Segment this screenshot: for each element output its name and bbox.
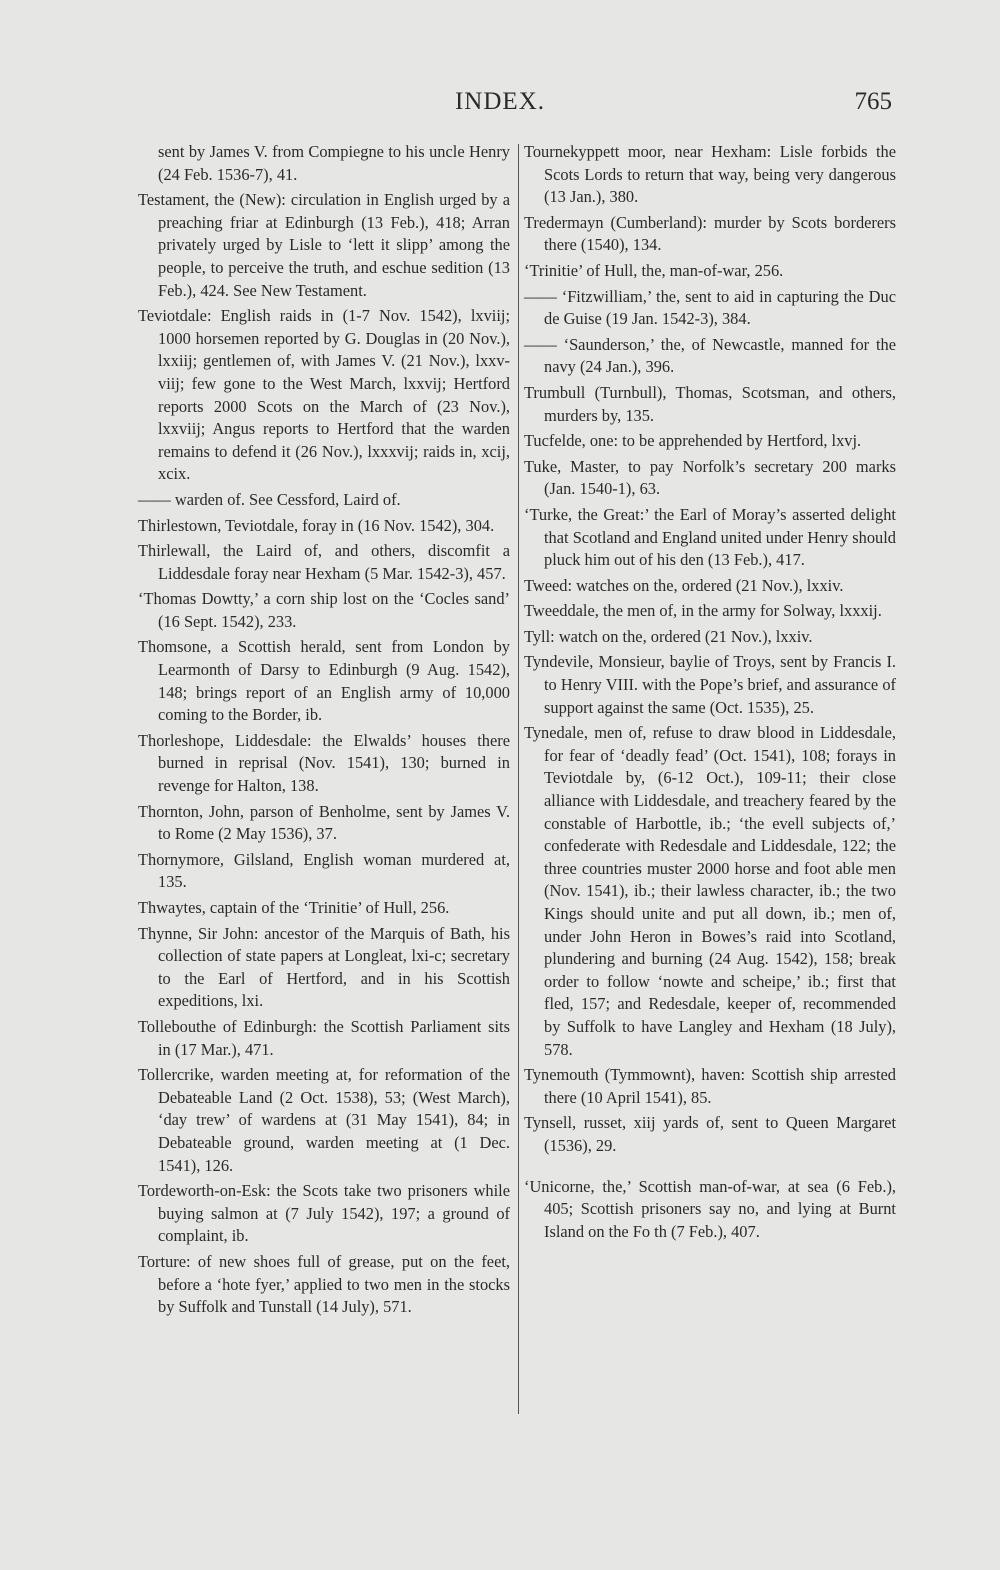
index-entry: Tournekyppett moor, near Hexham: Lisle forbids the Scots Lords to return that way, being very dangerous (13 Jan.), 380.: [524, 142, 896, 207]
page-title: INDEX.: [454, 88, 545, 115]
index-entry: Testament, the (New): circulation in English urged by a preaching friar at Edinburgh (13 Feb.), 418; Arran privately urged by Lisle to ‘lett it slipp’ among the people, to perceive the truth, and eschue sedition (13 Feb.), 424. See New Testament.: [138, 190, 510, 300]
index-entry: Thwaytes, captain of the ‘Trinitie’ of Hull, 256.: [138, 898, 450, 917]
index-entry: Tweeddale, the men of, in the army for Solway, lxxxij.: [524, 601, 882, 621]
index-entry: ‘Turke, the Great:’ the Earl of Moray’s asserted delight that Scotland and England united under Henry should pluck him out of his den (13 Feb.), 417.: [524, 504, 896, 570]
index-entry: Thomsone, a Scottish herald, sent from London by Learmonth of Darsy to Edinburgh (9 Aug. 1542), 148; brings report of an English army of 10,000 coming to the Border, ib.: [138, 637, 510, 725]
index-entry: Thornton, John, parson of Benholme, sent by James V. to Rome (2 May 1536), 37.: [138, 801, 510, 844]
index-entry: ‘Thomas Dowtty,’ a corn ship lost on the ‘Cocles sand’ (16 Sept. 1542), 233.: [138, 589, 510, 631]
index-entry: Tyndevile, Monsieur, baylie of Troys, sent by Francis I. to Henry VIII. with the Pope’s brief, and assurance of support against the same (Oct. 1535), 25.: [524, 652, 896, 717]
index-entry: ‘Unicorne, the,’ Scottish man-of-war, at sea (6 Feb.), 405; Scottish prisoners say no, and lying at Burnt Island on the Fo th (7 Feb.), 407.: [524, 1176, 896, 1241]
index-entry: Tordeworth-on-Esk: the Scots take two prisoners while buying salmon at (7 July 1542), 197; a ground of complaint, ib.: [138, 1181, 510, 1246]
index-entry: Torture: of new shoes full of grease, put on the feet, before a ‘hote fyer,’ applied to two men in the stocks by Suffolk and Tunstall (14 July), 571.: [138, 1251, 510, 1317]
index-entry: Tynsell, russet, xiij yards of, sent to Queen Margaret (1536), 29.: [524, 1113, 896, 1155]
index-entry: Tweed: watches on the, ordered (21 Nov.), lxxiv.: [524, 575, 844, 595]
index-entry: Tollercrike, warden meeting at, for reformation of the Debateable Land (2 Oct. 1538), 53; (West March), ‘day trew’ of wardens at (31 May 1541), 84; in Debateable ground, warden meeting at (1 Dec. 1541), 126.: [138, 1065, 510, 1175]
page-number: 765: [854, 88, 892, 115]
index-entry: Tuke, Master, to pay Norfolk’s secretary 200 marks (Jan. 1540-1), 63.: [524, 456, 896, 499]
index-entry: —— ‘Saunderson,’ the, of Newcastle, manned for the navy (24 Jan.), 396.: [524, 334, 896, 377]
right-column: [524, 141, 896, 1246]
column-divider: [518, 144, 519, 1414]
index-entry: Tucfelde, one: to be apprehended by Hertford, lxvj.: [524, 431, 862, 451]
index-entry: ‘Trinitie’ of Hull, the, man-of-war, 256.: [524, 260, 784, 280]
index-entry: Thynne, Sir John: ancestor of the Marquis of Bath, his collection of state papers at Longleat, lxi-c; secretary to the Earl of Hertford, and in his Scottish expeditions, lxi.: [138, 923, 510, 1011]
index-entry: —— warden of. See Cessford, Laird of.: [138, 489, 401, 509]
index-entry: Tyll: watch on the, ordered (21 Nov.), lxxiv.: [524, 626, 813, 646]
index-entry: Thorleshope, Liddesdale: the Elwalds’ houses there burned in reprisal (Nov. 1541), 130; burned in revenge for Halton, 138.: [138, 730, 510, 796]
index-entry: Tynedale, men of, refuse to draw blood in Liddesdale, for fear of ‘deadly fead’ (Oct. 1541), 108; forays in Teviotdale by, (6-12 Oct.), 109-11; their close alliance with Liddesdale, and treachery feared by the constable of Harbottle, ib.; ‘the evell subjects of,’ confederate with Redesdale and Liddesdale, 122; the three countries muster 2000 horse and foot able men (Nov. 1541), ib.; their lawless character, ib.; the two Kings should unite and put all down, ib.; men of, under John Heron in Bowes’s raid into Scotland, plundering and burning (24 Aug. 1542), 158; break order to follow ‘nowte and scheipe,’ ib.; first that fled, 157; and Redesdale, keeper of, recommended by Suffolk to have Langley and Hexham (18 July), 578.: [524, 723, 896, 1059]
index-entry: Tollebouthe of Edinburgh: the Scottish Parliament sits in (17 Mar.), 471.: [138, 1016, 510, 1059]
index-entry: Thirlewall, the Laird of, and others, discomfit a Liddesdale foray near Hexham (5 Mar. 1542-3), 457.: [138, 541, 510, 583]
index-entry: Tredermayn (Cumberland): murder by Scots borderers there (1540), 134.: [524, 212, 896, 255]
left-column: [138, 141, 510, 1322]
index-entry: sent by James V. from Compiegne to his uncle Henry (24 Feb. 1536-7), 41.: [158, 142, 510, 184]
index-entry: —— ‘Fitzwilliam,’ the, sent to aid in capturing the Duc de Guise (19 Jan. 1542-3), 384.: [524, 286, 896, 329]
index-entry: Thirlestown, Teviotdale, foray in (16 Nov. 1542), 304.: [138, 515, 495, 535]
index-entry: Tynemouth (Tymmownt), haven: Scottish ship arrested there (10 April 1541), 85.: [524, 1065, 896, 1107]
index-entry: Teviotdale: English raids in (1-7 Nov. 1542), lxviij; 1000 horsemen reported by G. Douglas in (20 Nov.), lxxiij; gentlemen of, with James V. (21 Nov.), lxxv-viij; few gone to the West March, lxxvij; Hertford reports 2000 Scots on the March of (23 Nov.), lxxviij; Angus reports to Hertford that the warden remains to defend it (26 Nov.), lxxxvij; raids in, xcij, xcix.: [138, 306, 510, 484]
index-entry: Trumbull (Turnbull), Thomas, Scotsman, and others, murders by, 135.: [524, 382, 896, 425]
index-entry: Thornymore, Gilsland, English woman murdered at, 135.: [138, 849, 510, 892]
